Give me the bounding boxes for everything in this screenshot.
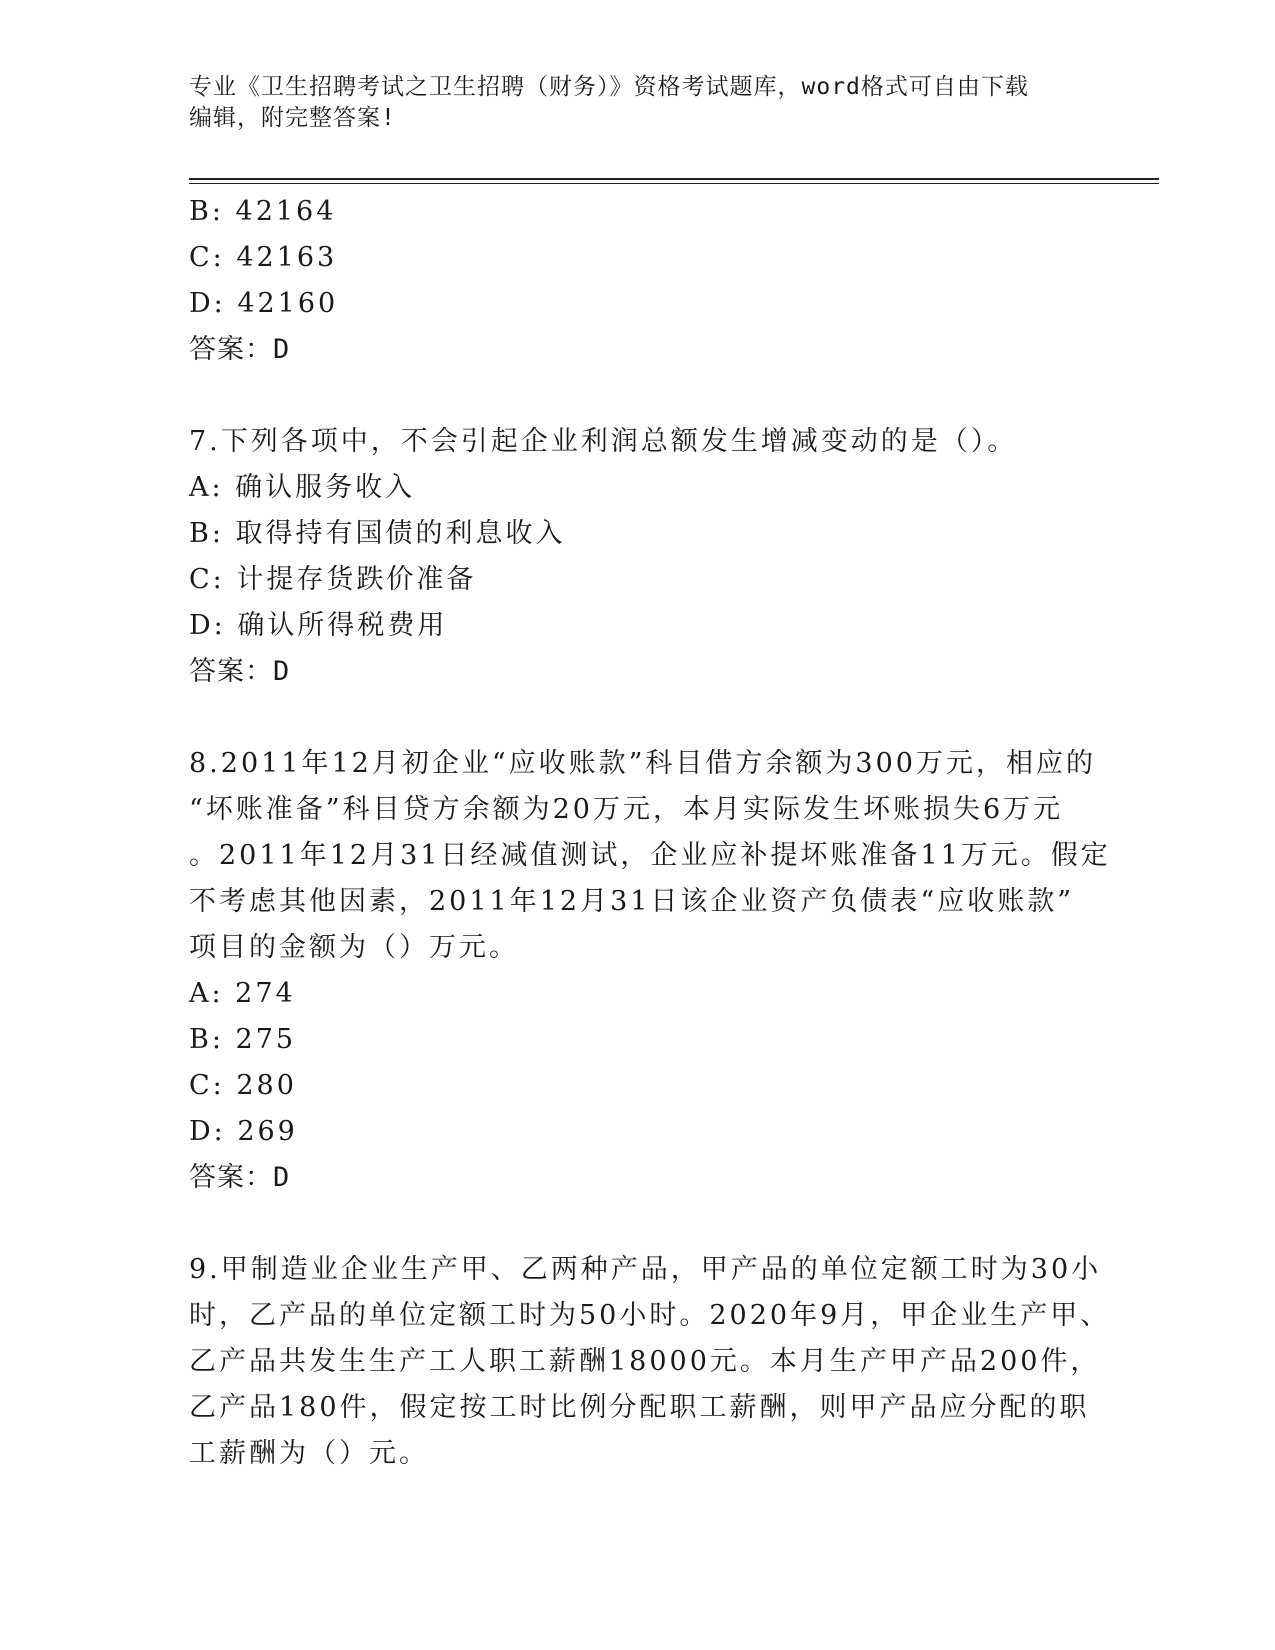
document-header (189, 72, 1069, 134)
answer-line: 答案：D (189, 1162, 291, 1193)
question-stem-line: 不考虑其他因素，2011年12月31日该企业资产负债表“应收账款” (189, 886, 1075, 917)
spacer (189, 373, 1089, 419)
spacer (189, 1201, 1089, 1247)
option-b: B: 275 (189, 1024, 297, 1055)
option-d: D: 确认所得税费用 (189, 610, 448, 641)
question-stem-line: “坏账准备”科目贷方余额为20万元，本月实际发生坏账损失6万元 (189, 794, 1064, 825)
question-stem-line: 乙产品共发生生产工人职工薪酬18000元。本月生产甲产品200件， (189, 1346, 1101, 1377)
question-6-tail (189, 189, 1089, 373)
question-9 (189, 1247, 1111, 1477)
answer-line: 答案：D (189, 656, 291, 687)
option-a: A: 274 (189, 978, 296, 1009)
option-a: A: 确认服务收入 (189, 472, 416, 503)
header-rule-thin (189, 183, 1159, 184)
question-stem-line: 工薪酬为（）元。 (189, 1438, 429, 1469)
question-stem-line: 项目的金额为（）万元。 (189, 932, 519, 963)
option-c: C: 42163 (189, 242, 338, 273)
question-8 (189, 741, 1111, 1201)
header-rule-thick (189, 178, 1159, 180)
answer-line: 答案：D (189, 334, 291, 365)
spacer (189, 695, 1089, 741)
question-stem-line: 。2011年12月31日经减值测试，企业应补提坏账准备11万元。假定 (189, 840, 1111, 871)
question-stem-line: 9.甲制造业企业生产甲、乙两种产品，甲产品的单位定额工时为30小 (189, 1254, 1102, 1285)
option-c: C: 280 (189, 1070, 297, 1101)
option-d: D: 269 (189, 1116, 298, 1147)
question-7 (189, 419, 1089, 695)
question-stem-line: 时，乙产品的单位定额工时为50小时。2020年9月，甲企业生产甲、 (189, 1300, 1111, 1331)
option-d: D: 42160 (189, 288, 339, 319)
question-stem: 7.下列各项中，不会引起企业利润总额发生增减变动的是（）。 (189, 426, 1018, 457)
option-c: C: 计提存货跌价准备 (189, 564, 477, 595)
option-b: B: 42164 (189, 196, 337, 227)
document-body (189, 189, 1111, 1477)
option-b: B: 取得持有国债的利息收入 (189, 518, 566, 549)
question-stem-line: 8.2011年12月初企业“应收账款”科目借方余额为300万元，相应的 (189, 748, 1096, 779)
header-line-2: 编辑，附完整答案! (189, 105, 396, 131)
question-stem-line: 乙产品180件，假定按工时比例分配职工薪酬，则甲产品应分配的职 (189, 1392, 1090, 1423)
header-line-1: 专业《卫生招聘考试之卫生招聘（财务）》资格考试题库，word格式可自由下载 (189, 74, 1029, 100)
